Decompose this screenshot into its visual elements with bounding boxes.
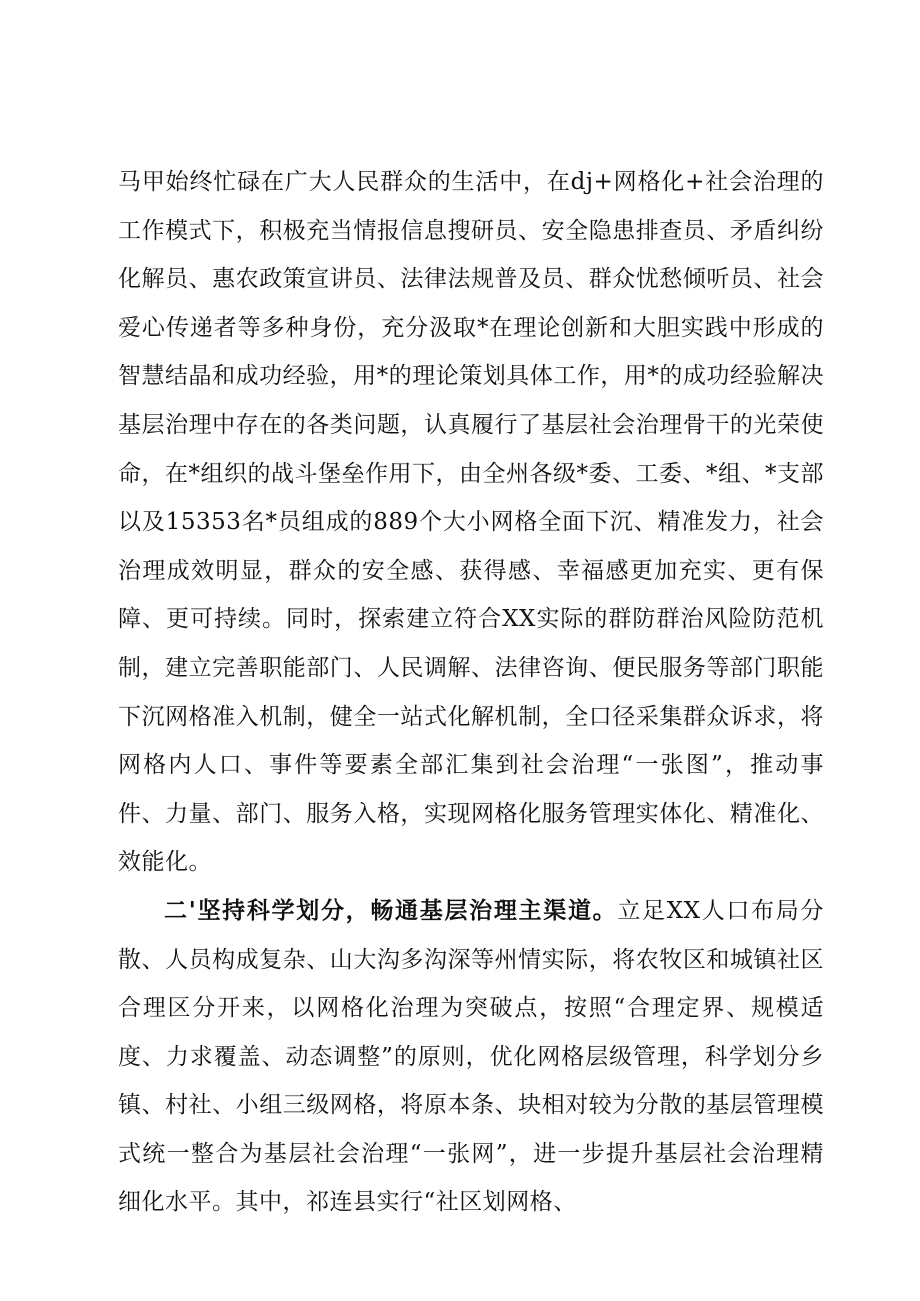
paragraph-section-two <box>118 887 824 1227</box>
section-body-text: 立足XX人口布局分散、人员构成复杂、山大沟多沟深等州情实际，将农牧区和城镇社区合理区分开来，以网格化治理为突破点，按照“合理定界、规模适度、力求覆盖、动态调整”的原则，优化网格层级管理，科学划分乡镇、村社、小组三级网格，将原本条、块相对较为分散的基层管理模式统一整合为基层社会治理“一张网”，进一步提升基层社会治理精细化水平。其中，祁连县实行“社区划网格、 <box>118 897 824 1216</box>
document-body <box>118 158 824 1227</box>
section-heading: 二'坚持科学划分，畅通基层治理主渠道。 <box>164 896 618 924</box>
paragraph-continuation: 马甲始终忙碌在广大人民群众的生活中，在dj+网格化+社会治理的工作模式下，积极充当情报信息搜研员、安全隐患排查员、矛盾纠纷化解员、惠农政策宣讲员、法律法规普及员、群众忧愁倾听员、社会爱心传递者等多种身份，充分汲取*在理论创新和大胆实践中形成的智慧结晶和成功经验，用*的理论策划具体工作，用*的成功经验解决基层治理中存在的各类问题，认真履行了基层社会治理骨干的光荣使命，在*组织的战斗堡垒作用下，由全州各级*委、工委、*组、*支部以及15353名*员组成的889个大小网格全面下沉、精准发力，社会治理成效明显，群众的安全感、获得感、幸福感更加充实、更有保障、更可持续。同时，探索建立符合XX实际的群防群治风险防范机制，建立完善职能部门、人民调解、法律咨询、便民服务等部门职能下沉网格准入机制，健全一站式化解机制，全口径采集群众诉求，将网格内人口、事件等要素全部汇集到社会治理“一张图”，推动事件、力量、部门、服务入格，实现网格化服务管理实体化、精准化、效能化。 <box>118 169 824 876</box>
